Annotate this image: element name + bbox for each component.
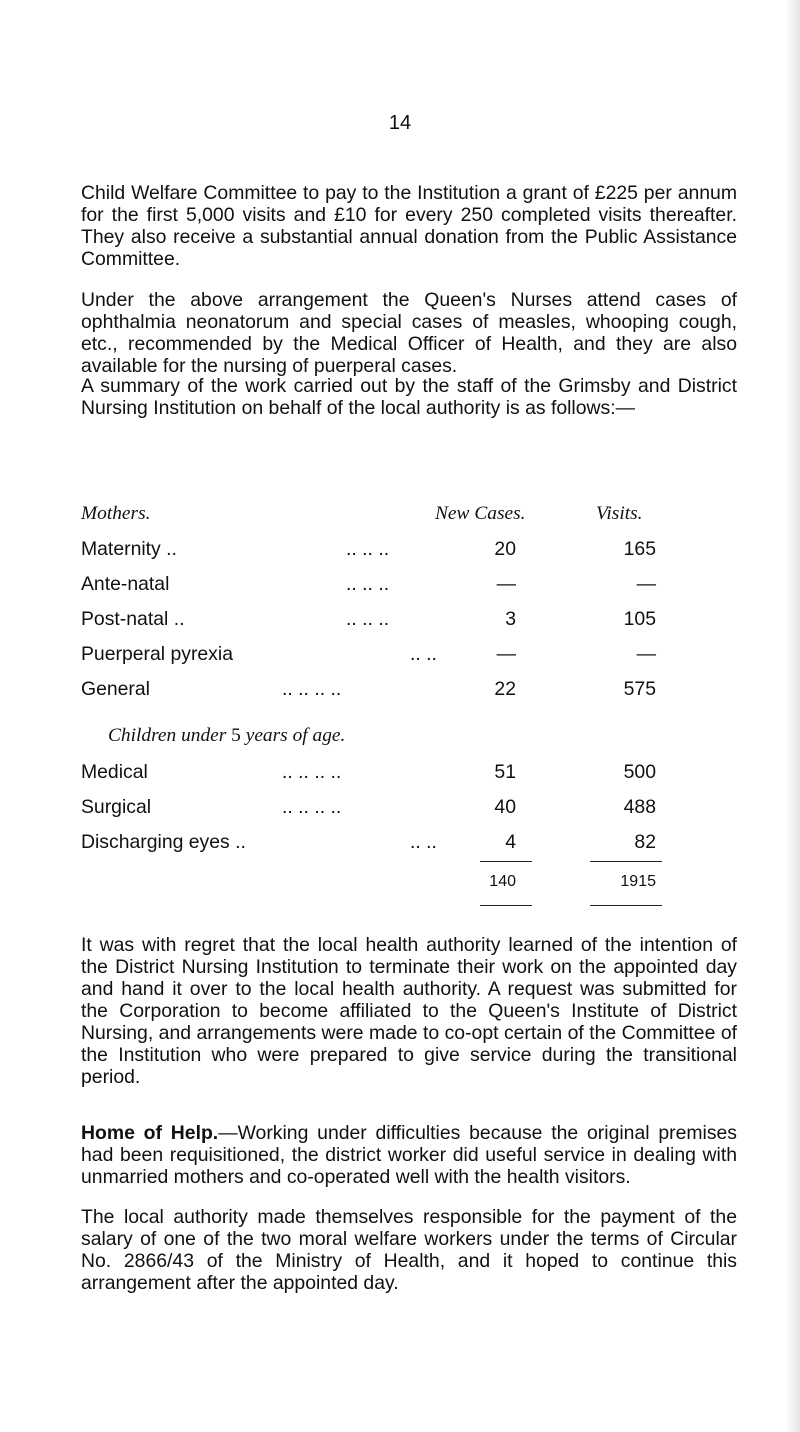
row-new-cases: — (496, 643, 516, 665)
row-leader-dots: .. .. .. (346, 573, 390, 595)
row-label: Ante-natal (81, 573, 170, 595)
row-visits: 105 (623, 608, 656, 630)
row-leader-dots: .. .. (410, 831, 437, 853)
row-label: General (81, 678, 150, 700)
paragraph-summary-intro: A summary of the work carried out by the staff of the Grimsby and District Nursing Institution on behalf of the local authority is as follows:— (81, 375, 737, 419)
row-label: Post-natal .. (81, 608, 185, 630)
row-leader-dots: .. .. .. .. (282, 678, 342, 700)
children-heading (108, 725, 345, 747)
paragraph-home-of-help (81, 1122, 737, 1188)
row-new-cases: 40 (494, 796, 516, 818)
row-visits: 165 (623, 538, 656, 560)
row-new-cases: 4 (505, 831, 516, 853)
row-new-cases: 51 (494, 761, 516, 783)
total-rule-top-visits (590, 861, 662, 862)
total-new-cases: 140 (489, 873, 516, 890)
total-visits: 1915 (620, 873, 656, 890)
row-visits: 82 (634, 831, 656, 853)
page-number: 14 (388, 112, 412, 134)
row-visits: — (636, 573, 656, 595)
row-label: Maternity .. (81, 538, 177, 560)
row-new-cases: 20 (494, 538, 516, 560)
row-label: Puerperal pyrexia (81, 643, 233, 665)
header-mothers: Mothers. (81, 503, 151, 524)
paragraph-regret: It was with regret that the local health authority learned of the intention of the District Nursing Institution to terminate their work on the appointed day and hand it over to the local health authority. A request was submitted for the Corporation to become affiliated to the Queen's Institute of District Nursing, and arrangements were made to co-opt certain of the Committee of the Institution who were prepared to give service during the transitional period. (81, 934, 737, 1088)
row-new-cases: — (496, 573, 516, 595)
total-rule-top-new (480, 861, 532, 862)
row-leader-dots: .. .. .. .. (282, 796, 342, 818)
row-visits: 575 (623, 678, 656, 700)
total-rule-bottom-new (480, 905, 532, 906)
children-heading-age: 5 (231, 725, 241, 746)
row-visits: — (636, 643, 656, 665)
paragraph-moral-welfare: The local authority made themselves responsible for the payment of the salary of one of the two moral welfare workers under the terms of Circular No. 2866/43 of the Ministry of Health, and it hoped to continue this arrangement after the appointed day. (81, 1206, 737, 1294)
header-visits: Visits. (596, 503, 643, 524)
children-heading-part: years of age. (240, 725, 346, 746)
row-leader-dots: .. .. .. .. (282, 761, 342, 783)
row-label: Surgical (81, 796, 152, 818)
row-label: Discharging eyes .. (81, 831, 246, 853)
header-new-cases: New Cases. (435, 503, 526, 524)
row-label: Medical (81, 761, 148, 783)
row-visits: 488 (623, 796, 656, 818)
home-of-help-heading: Home of Help. (81, 1122, 219, 1144)
row-visits: 500 (623, 761, 656, 783)
page-edge-shadow (786, 0, 800, 1432)
children-heading-part: Children under (108, 725, 232, 746)
row-new-cases: 3 (505, 608, 516, 630)
row-leader-dots: .. .. .. (346, 538, 390, 560)
paragraph-queens-nurses: Under the above arrangement the Queen's Nurses attend cases of ophthalmia neonatorum and special cases of measles, whooping cough, etc., recommended by the Medical Officer of Health, and they are also available for the nursing of puerperal cases. (81, 289, 737, 377)
row-new-cases: 22 (494, 678, 516, 700)
home-of-help-text: —Working under difficulties because the original premises had been requisitioned, the district worker did useful service in dealing with unmarried mothers and co-operated well with the health visitors. (81, 1122, 738, 1188)
row-leader-dots: .. .. (410, 643, 437, 665)
paragraph-grant: Child Welfare Committee to pay to the Institution a grant of £225 per annum for the first 5,000 visits and £10 for every 250 completed visits thereafter. They also receive a substantial annual donation from the Public Assistance Committee. (81, 182, 737, 270)
row-leader-dots: .. .. .. (346, 608, 390, 630)
total-rule-bottom-visits (590, 905, 662, 906)
